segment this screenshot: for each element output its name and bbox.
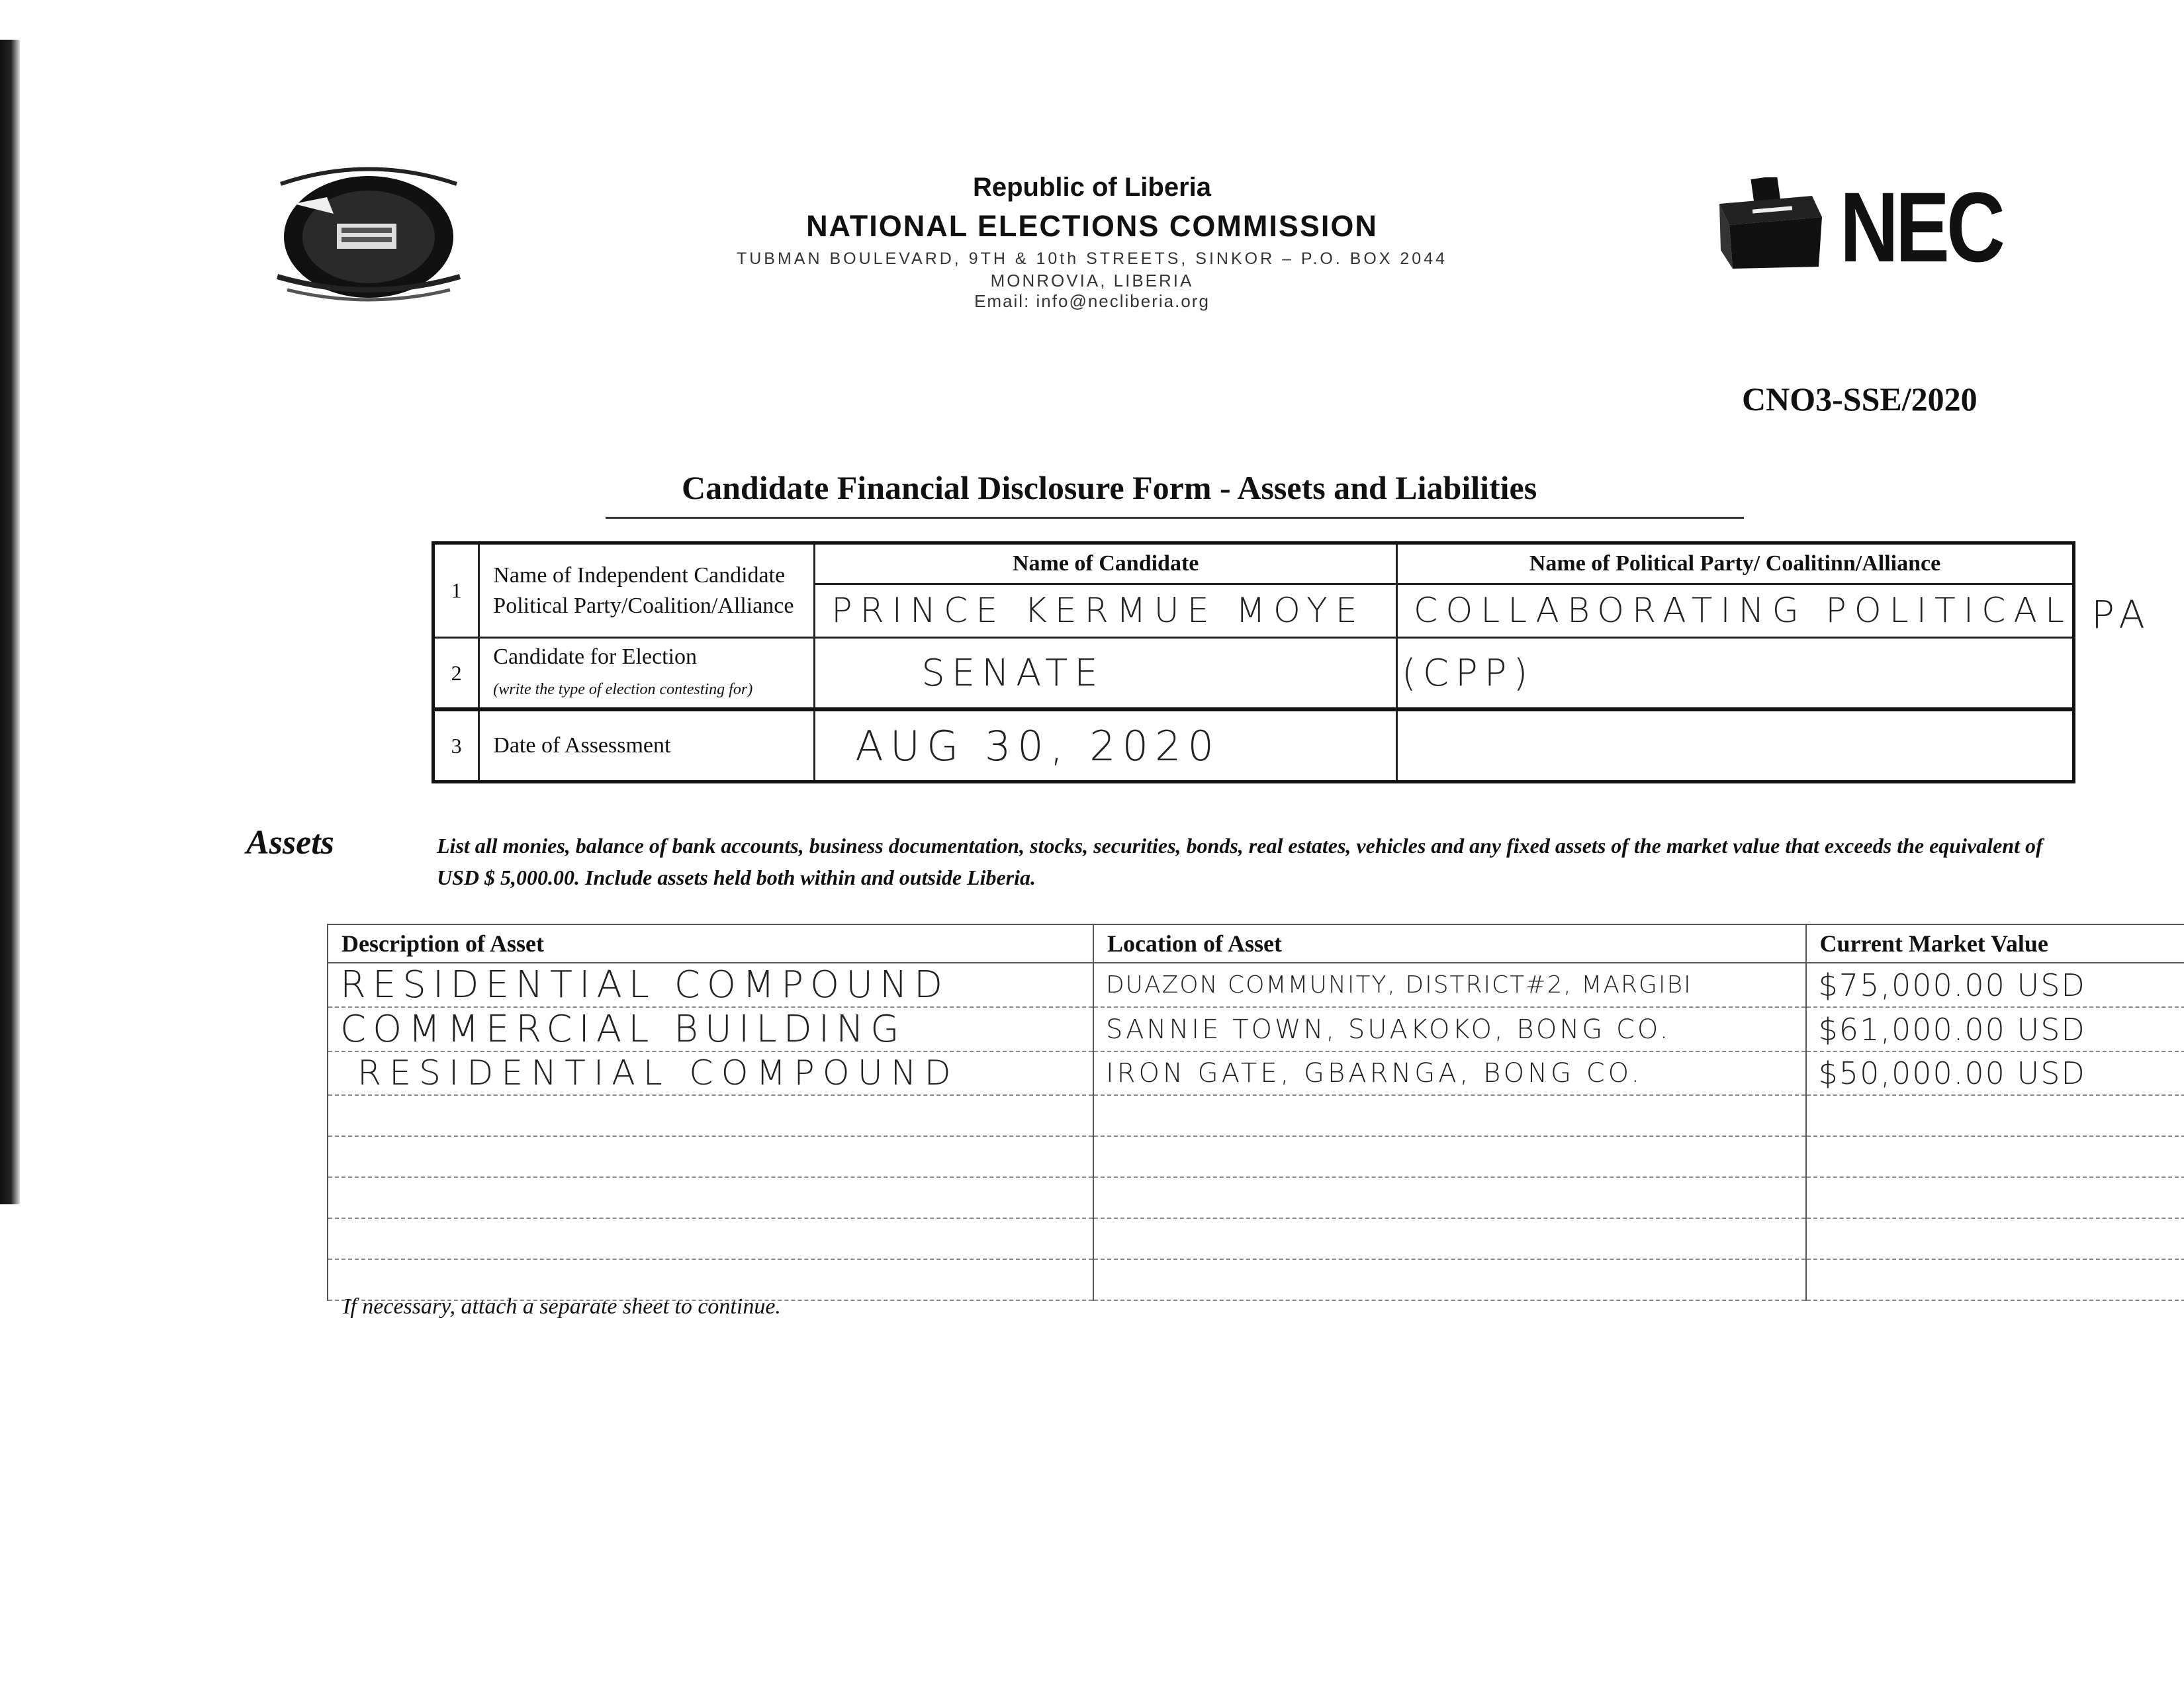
table-row <box>328 1095 2184 1136</box>
commission-title: NATIONAL ELECTIONS COMMISSION <box>806 209 1378 243</box>
table-row <box>328 1177 2184 1218</box>
row-label <box>479 543 815 638</box>
column-header: Description of Asset <box>328 924 1093 963</box>
title-underline <box>606 517 1744 519</box>
blank-cell[interactable] <box>328 1177 1093 1218</box>
asset-location-cell[interactable]: DUAZON COMMUNITY, DISTRICT#2, MARGIBI <box>1093 963 1806 1007</box>
row-number: 1 <box>433 543 479 638</box>
blank-cell[interactable] <box>328 1095 1093 1136</box>
table-row <box>328 963 2184 1007</box>
row-number: 3 <box>433 709 479 782</box>
form-number: CNO3-SSE/2020 <box>1742 380 1978 418</box>
row-label <box>479 638 815 710</box>
ballot-box-icon <box>1713 177 1825 270</box>
asset-location-cell[interactable]: IRON GATE, GBARNGA, BONG CO. <box>1093 1051 1806 1095</box>
party-name-header: Name of Political Party/ Coalitinn/Alliance <box>1397 543 2074 584</box>
asset-description-cell[interactable]: RESIDENTIAL COMPOUND <box>328 963 1093 1007</box>
blank-cell[interactable] <box>1093 1177 1806 1218</box>
blank-cell[interactable] <box>328 1136 1093 1177</box>
form-title: Candidate Financial Disclosure Form - Assets and Liabilities <box>682 469 1537 506</box>
blank-cell[interactable] <box>1806 1177 2184 1218</box>
assets-heading: Assets <box>246 824 334 862</box>
party-name-field[interactable]: COLLABORATING POLITICAL <box>1397 584 2074 638</box>
table-row <box>328 1136 2184 1177</box>
letterhead <box>596 169 1588 312</box>
assets-instructions: List all monies, balance of bank accounts, business documentation, stocks, securities, bonds, real estates, vehicles and any fixed assets of the market value that exceeds the equivalent of USD $ 5,000.00. Include assets held both within and outside Liberia. <box>437 834 2043 889</box>
scan-edge-shadow <box>0 40 20 1204</box>
asset-description-cell[interactable]: COMMERCIAL BUILDING <box>328 1007 1093 1051</box>
candidate-info-table <box>432 541 2075 783</box>
blank-cell[interactable] <box>1093 1136 1806 1177</box>
blank-cell[interactable] <box>1806 1218 2184 1259</box>
party-name-overflow: PA <box>2091 592 2152 637</box>
party-abbrev-field[interactable]: (CPP) <box>1397 638 2074 710</box>
election-type-field[interactable]: SENATE <box>815 638 1397 710</box>
table-row <box>328 1051 2184 1095</box>
table-header-row <box>328 924 2184 963</box>
blank-cell[interactable] <box>1806 1259 2184 1300</box>
row-label-line: Political Party/Coalition/Alliance <box>493 593 794 618</box>
row-label: Date of Assessment <box>479 709 815 782</box>
column-header: Location of Asset <box>1093 924 1806 963</box>
assessment-date-field[interactable]: AUG 30, 2020 <box>815 709 1397 782</box>
city-line: MONROVIA, LIBERIA <box>990 271 1194 290</box>
party-blank-field[interactable] <box>1397 709 2074 782</box>
assets-table <box>327 924 2184 1301</box>
blank-cell[interactable] <box>1806 1095 2184 1136</box>
row-label-line: Name of Independent Candidate <box>493 562 786 588</box>
blank-cell[interactable] <box>1093 1259 1806 1300</box>
blank-cell[interactable] <box>1093 1218 1806 1259</box>
blank-cell[interactable] <box>328 1218 1093 1259</box>
liberia-seal-icon <box>267 157 470 303</box>
asset-value-cell[interactable]: $50,000.00 USD <box>1806 1051 2184 1095</box>
republic-title: Republic of Liberia <box>972 173 1212 202</box>
table-row <box>433 543 2074 584</box>
asset-value-cell[interactable]: $61,000.00 USD <box>1806 1007 2184 1051</box>
table-row <box>328 1007 2184 1051</box>
row-label-line: Candidate for Election <box>493 644 698 669</box>
table-row <box>433 638 2074 710</box>
asset-description-cell[interactable]: RESIDENTIAL COMPOUND <box>328 1051 1093 1095</box>
candidate-name-field[interactable]: PRINCE KERMUE MOYE <box>815 584 1397 638</box>
asset-location-cell[interactable]: SANNIE TOWN, SUAKOKO, BONG CO. <box>1093 1007 1806 1051</box>
asset-value-cell[interactable]: $75,000.00 USD <box>1806 963 2184 1007</box>
continuation-note: If necessary, attach a separate sheet to continue. <box>343 1294 781 1319</box>
column-header: Current Market Value <box>1806 924 2184 963</box>
table-row <box>433 709 2074 782</box>
address-line: TUBMAN BOULEVARD, 9TH & 10th STREETS, SINKOR – P.O. BOX 2044 <box>736 249 1448 268</box>
blank-cell[interactable] <box>1093 1095 1806 1136</box>
email-line: Email: info@necliberia.org <box>974 291 1210 311</box>
row-label-hint: (write the type of election contesting for) <box>493 680 753 698</box>
candidate-name-header: Name of Candidate <box>815 543 1397 584</box>
table-row <box>328 1218 2184 1259</box>
blank-cell[interactable] <box>1806 1136 2184 1177</box>
row-number: 2 <box>433 638 479 710</box>
nec-logo-text: NEC <box>1840 171 2002 283</box>
